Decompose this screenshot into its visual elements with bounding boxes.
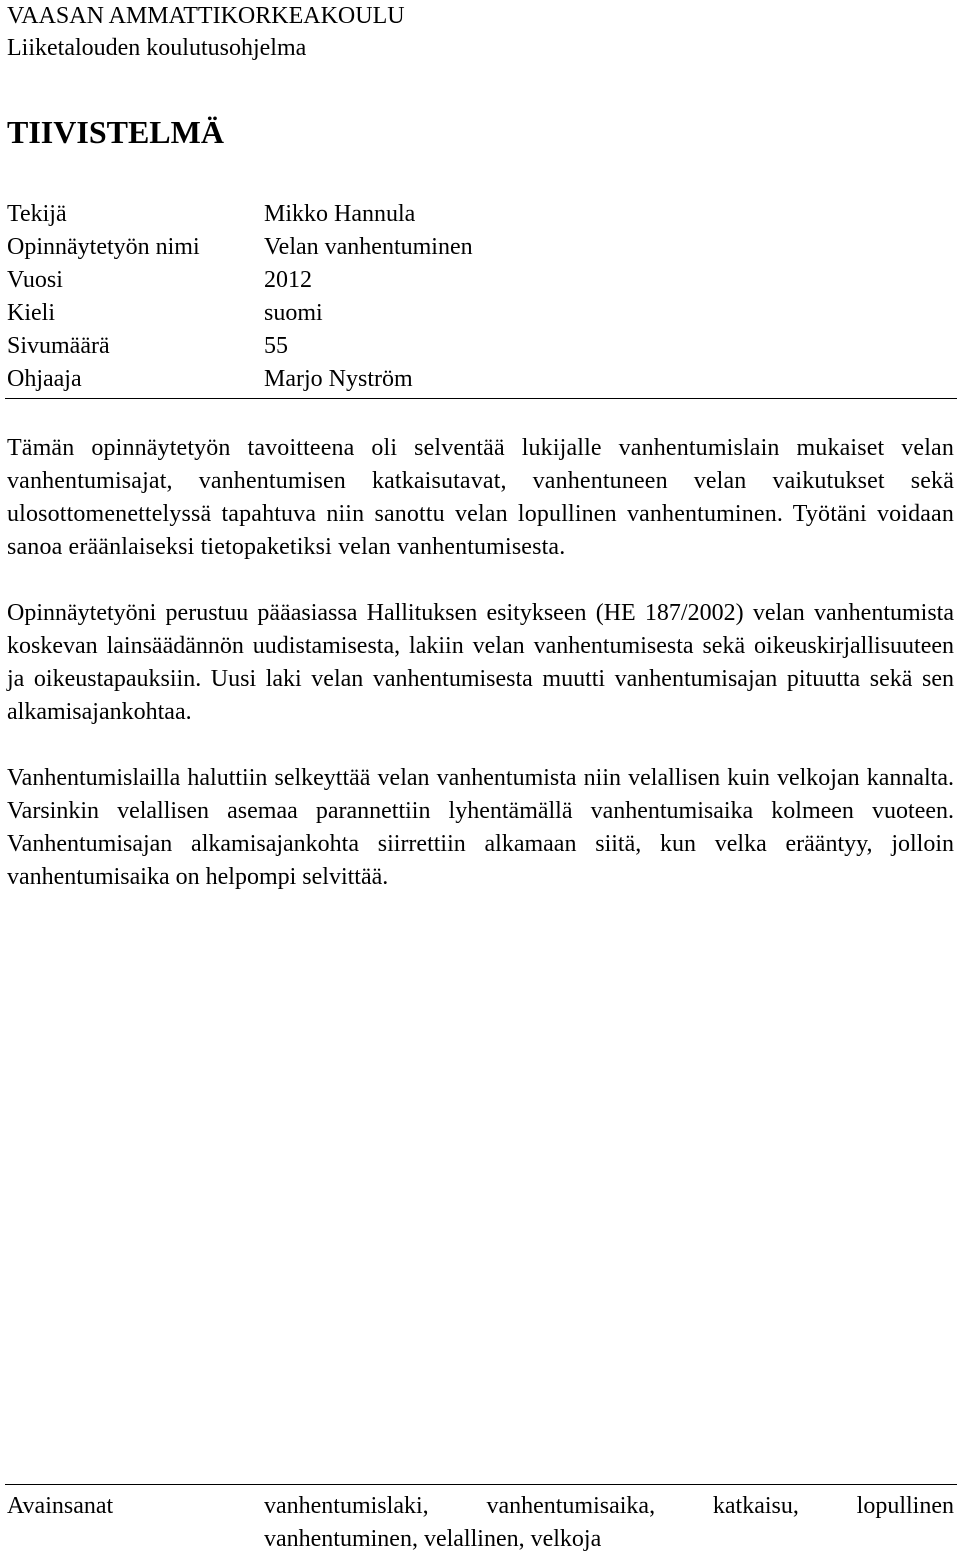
metadata-label: Sivumäärä bbox=[7, 333, 110, 359]
abstract-paragraph: Tämän opinnäytetyön tavoitteena oli selventää lukijalle vanhentumislain mukaiset velan vanhentumisajat, vanhentumisen katkaisutavat, vanhentuneen velan vaikutukset sekä ulosottomenettelyssä tapahtuva niin sanottu velan lopullinen vanhentuminen. Työtäni voidaan sanoa eräänlaiseksi tietopaketiksi velan vanhentumisesta. bbox=[7, 435, 954, 560]
metadata-value: suomi bbox=[264, 300, 323, 326]
document-header bbox=[7, 0, 405, 64]
programme-name: Liiketalouden koulutusohjelma bbox=[7, 35, 307, 61]
metadata-divider bbox=[5, 398, 957, 399]
metadata-label: Tekijä bbox=[7, 201, 67, 227]
abstract-body bbox=[7, 432, 954, 927]
keywords-divider bbox=[5, 1484, 957, 1485]
metadata-label: Opinnäytetyön nimi bbox=[7, 234, 200, 260]
metadata-row-thesis-title bbox=[7, 231, 957, 264]
keywords-value: vanhentumislaki, vanhentumisaika, katkaisu, lopullinen vanhentuminen, velallinen, velkoja bbox=[264, 1493, 954, 1552]
metadata-row-page-count bbox=[7, 330, 957, 363]
metadata-row-year bbox=[7, 264, 957, 297]
abstract-paragraph: Vanhentumislailla haluttiin selkeyttää velan vanhentumista niin velallisen kuin velkojan kannalta. Varsinkin velallisen asemaa parannettiin lyhentämällä vanhentumisaika kolmeen vuoteen. Vanhentumisajan alkamisajankohta siirrettiin alkamaan siitä, kun velka erääntyy, jolloin vanhentumisaika on helpompi selvittää. bbox=[7, 765, 954, 890]
metadata-row-language bbox=[7, 297, 957, 330]
abstract-paragraph: Opinnäytetyöni perustuu pääasiassa Hallituksen esitykseen (HE 187/2002) velan vanhentumista koskevan lainsäädännön uudistamisesta, lakiin velan vanhentumisesta sekä oikeuskirjallisuuteen ja oikeustapauksiin. Uusi laki velan vanhentumisesta muutti vanhentumisajan pituutta sekä sen alkamisajankohtaa. bbox=[7, 600, 954, 725]
metadata-value: Marjo Nyström bbox=[264, 366, 413, 392]
metadata-value: Velan vanhentuminen bbox=[264, 234, 473, 260]
keywords-label: Avainsanat bbox=[7, 1493, 114, 1519]
page-title: TIIVISTELMÄ bbox=[7, 114, 224, 150]
metadata-value: 55 bbox=[264, 333, 288, 359]
metadata-value: 2012 bbox=[264, 267, 312, 293]
metadata-label: Kieli bbox=[7, 300, 55, 326]
metadata-row-supervisor bbox=[7, 363, 957, 396]
metadata-table bbox=[7, 198, 957, 396]
metadata-row-author bbox=[7, 198, 957, 231]
metadata-label: Ohjaaja bbox=[7, 366, 82, 392]
metadata-value: Mikko Hannula bbox=[264, 201, 416, 227]
metadata-label: Vuosi bbox=[7, 267, 63, 293]
institution-name: VAASAN AMMATTIKORKEAKOULU bbox=[7, 3, 405, 29]
